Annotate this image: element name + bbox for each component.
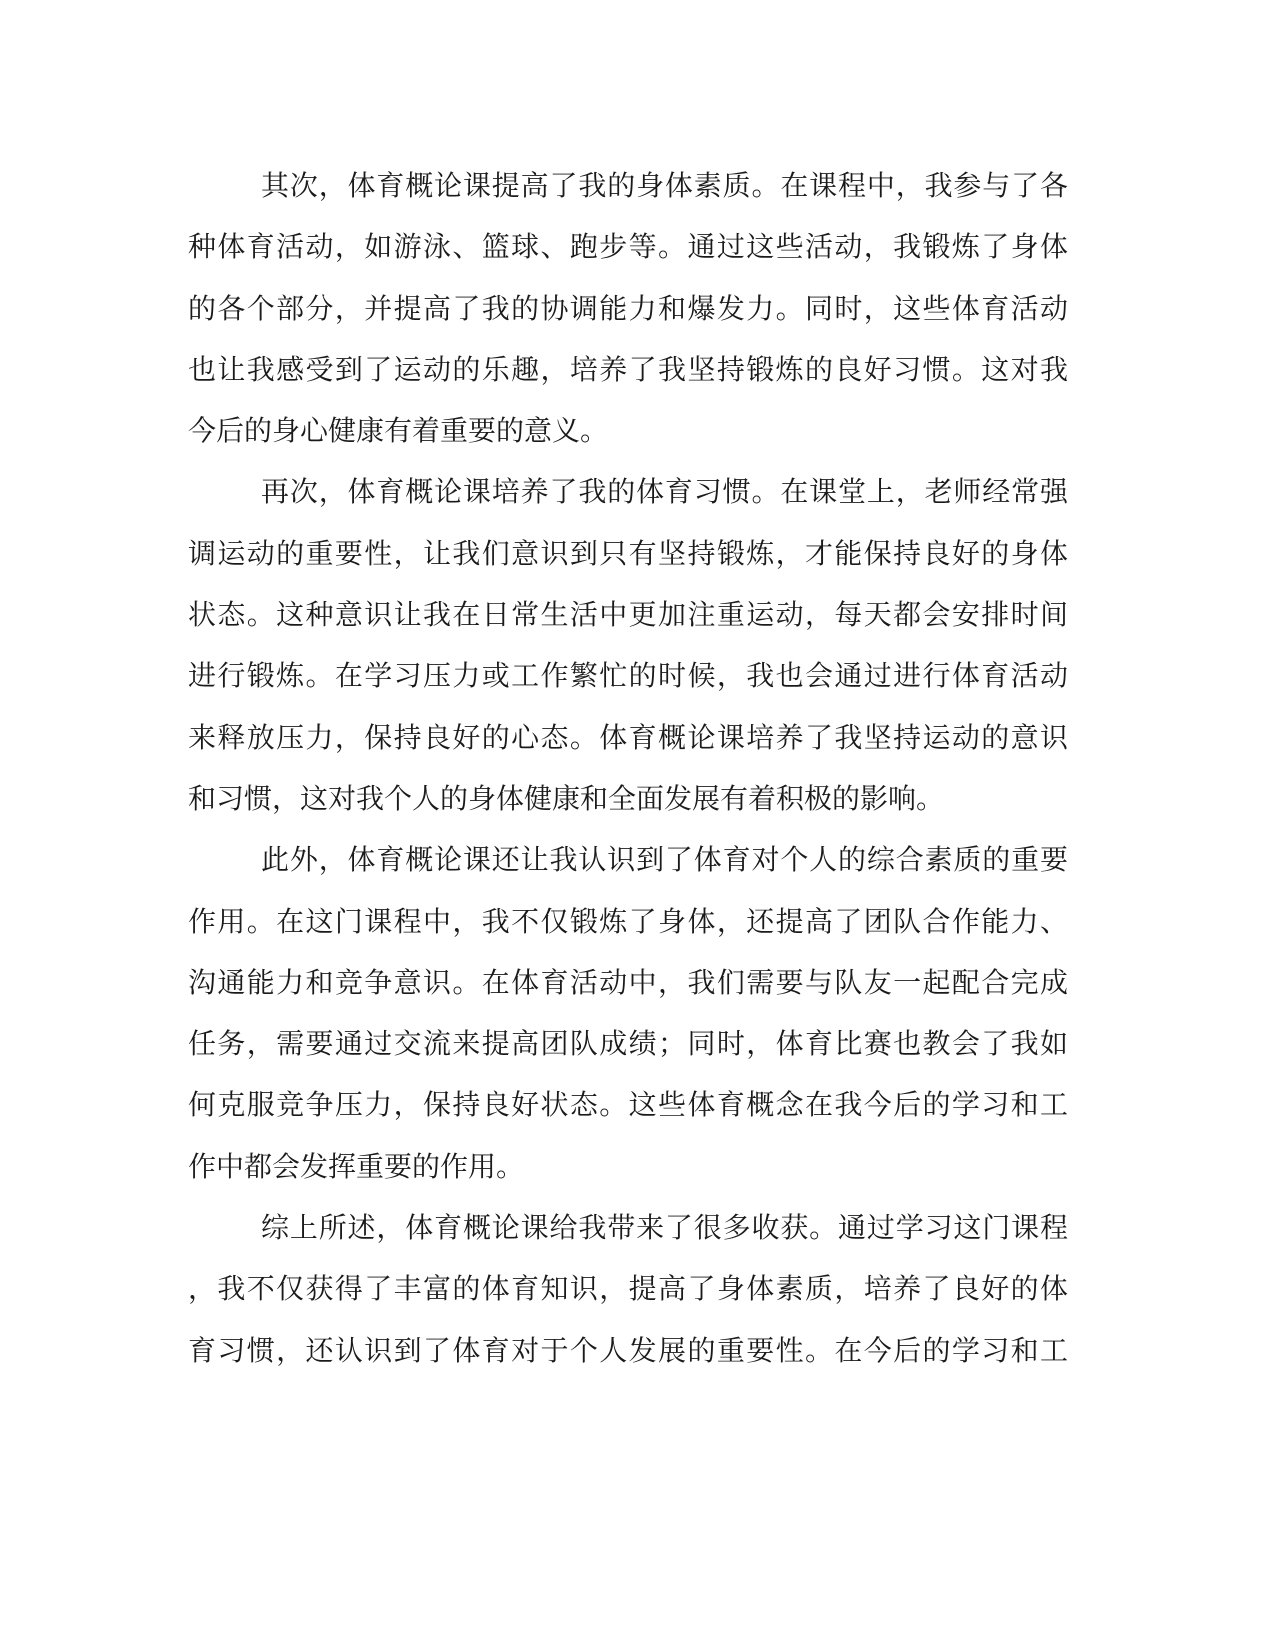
text-line: 和习惯，这对我个人的身体健康和全面发展有着积极的影响。 bbox=[188, 781, 945, 815]
text-line: 何克服竞争压力，保持良好状态。这些体育概念在我今后的学习和工 bbox=[188, 1088, 1068, 1122]
text-line: 作用。在这门课程中，我不仅锻炼了身体，还提高了团队合作能力、 bbox=[188, 904, 1068, 938]
paragraph-2 bbox=[188, 461, 1068, 829]
text-line: 进行锻炼。在学习压力或工作繁忙的时候，我也会通过进行体育活动 bbox=[188, 659, 1068, 693]
text-line: 任务，需要通过交流来提高团队成绩；同时，体育比赛也教会了我如 bbox=[188, 1027, 1068, 1061]
document-body bbox=[188, 155, 1068, 1381]
text-line: 今后的身心健康有着重要的意义。 bbox=[188, 414, 609, 448]
text-line: 综上所述，体育概论课给我带来了很多收获。通过学习这门课程 bbox=[261, 1211, 1068, 1245]
text-line: ，我不仅获得了丰富的体育知识，提高了身体素质，培养了良好的体 bbox=[188, 1272, 1068, 1306]
text-line: 沟通能力和竞争意识。在体育活动中，我们需要与队友一起配合完成 bbox=[188, 965, 1068, 999]
text-line: 状态。这种意识让我在日常生活中更加注重运动，每天都会安排时间 bbox=[188, 598, 1068, 632]
text-line: 此外，体育概论课还让我认识到了体育对个人的综合素质的重要 bbox=[261, 843, 1068, 877]
paragraph-3 bbox=[188, 829, 1068, 1197]
text-line: 也让我感受到了运动的乐趣，培养了我坚持锻炼的良好习惯。这对我 bbox=[188, 352, 1068, 386]
paragraph-4 bbox=[188, 1197, 1068, 1381]
text-line: 其次，体育概论课提高了我的身体素质。在课程中，我参与了各 bbox=[261, 169, 1068, 202]
text-line: 作中都会发挥重要的作用。 bbox=[188, 1149, 525, 1183]
paragraph-1 bbox=[188, 155, 1068, 461]
text-line: 再次，体育概论课培养了我的体育习惯。在课堂上，老师经常强 bbox=[261, 475, 1068, 509]
text-line: 的各个部分，并提高了我的协调能力和爆发力。同时，这些体育活动 bbox=[188, 291, 1068, 325]
text-line: 种体育活动，如游泳、篮球、跑步等。通过这些活动，我锻炼了身体 bbox=[188, 230, 1068, 264]
text-line: 来释放压力，保持良好的心态。体育概论课培养了我坚持运动的意识 bbox=[188, 720, 1068, 754]
text-line: 调运动的重要性，让我们意识到只有坚持锻炼，才能保持良好的身体 bbox=[188, 536, 1068, 570]
text-line: 育习惯，还认识到了体育对于个人发展的重要性。在今后的学习和工 bbox=[188, 1333, 1068, 1367]
